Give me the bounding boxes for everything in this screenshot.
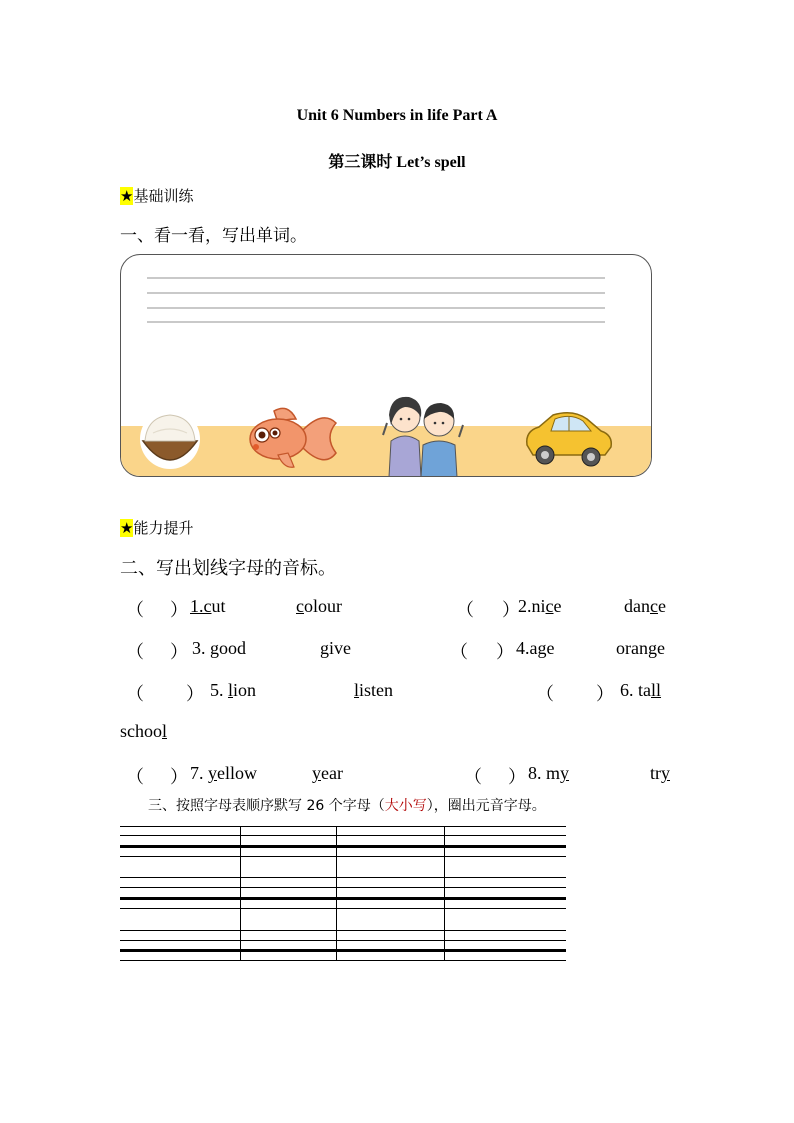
highlight-text: 大小写 [384, 798, 427, 814]
word-item: 1.cut [190, 596, 226, 616]
word-item: try [650, 763, 670, 783]
answer-paren-close: ） [186, 684, 204, 704]
word-item: year [312, 763, 343, 783]
writing-line [147, 307, 605, 309]
exercise-1-title: 一、看一看，写出单词。 [120, 226, 307, 246]
writing-line [120, 887, 566, 888]
column-divider [444, 826, 445, 961]
answer-paren-close: ） [170, 642, 188, 662]
two-children-icon [379, 385, 469, 477]
word-item: colour [296, 596, 342, 616]
item-number: 5. [210, 680, 228, 700]
word-item: school [120, 721, 168, 741]
writing-line [120, 908, 566, 909]
exercise-row [120, 763, 674, 787]
answer-paren-open[interactable]: （ [126, 684, 144, 704]
rice-bowl-icon [139, 407, 201, 471]
item-number: 3. [192, 638, 210, 658]
column-divider [240, 826, 241, 961]
item-number: 7. [190, 763, 208, 783]
writing-line [120, 960, 566, 961]
answer-paren-close: ） [508, 767, 526, 787]
section-label: 能力提升 [133, 519, 194, 537]
item-number: 1. [190, 596, 204, 616]
item-number: 6. [620, 680, 638, 700]
word-item: 8. my [528, 763, 570, 783]
page-title: Unit 6 Numbers in life Part A [296, 107, 498, 124]
exercise-row [120, 638, 674, 662]
word-item: dance [624, 596, 666, 616]
writing-line-baseline [120, 949, 566, 952]
exercise-row [120, 596, 674, 620]
answer-paren-open[interactable]: （ [450, 642, 468, 662]
star-icon: ★ [120, 187, 134, 205]
toy-car-icon [521, 405, 617, 469]
word-item: 2.nice [518, 596, 562, 616]
writing-line [120, 940, 566, 941]
goldfish-icon [244, 403, 340, 473]
answer-paren-close: ） [596, 684, 614, 704]
answer-paren-close: ） [496, 642, 514, 662]
answer-paren-open[interactable]: （ [126, 767, 144, 787]
picture-box [120, 254, 652, 477]
writing-line-baseline [120, 897, 566, 900]
word-item: 5. lion [210, 680, 257, 700]
writing-line [120, 826, 566, 827]
column-divider [336, 826, 337, 961]
lesson-subtitle: 第三课时 Let’s spell [328, 154, 466, 171]
item-number: 4. [516, 638, 530, 658]
answer-paren-open[interactable]: （ [456, 600, 474, 620]
answer-paren-open[interactable]: （ [536, 684, 554, 704]
writing-line [147, 277, 605, 279]
section-label: 基础训练 [133, 187, 194, 205]
answer-paren-close: ） [170, 600, 188, 620]
word-item: give [320, 638, 351, 658]
answer-paren-open[interactable]: （ [464, 767, 482, 787]
exercise-row-wrap [120, 721, 674, 745]
word-item: listen [354, 680, 394, 700]
item-number: 2. [518, 596, 532, 616]
item-number: 8. [528, 763, 546, 783]
writing-line [147, 292, 605, 294]
answer-paren-close: ） [502, 600, 520, 620]
writing-line [120, 835, 566, 836]
answer-paren-close: ） [170, 767, 188, 787]
word-item: 7. yellow [190, 763, 257, 783]
word-item: 4.age [516, 638, 555, 658]
word-item: 6. tall [620, 680, 662, 700]
word-item: orange [616, 638, 665, 658]
writing-line [120, 856, 566, 857]
exercise-row [120, 680, 674, 704]
section-heading-basic [120, 185, 193, 206]
exercise-2-title: 二、写出划线字母的音标。 [120, 558, 336, 579]
writing-line-baseline [120, 845, 566, 848]
writing-line [147, 321, 605, 323]
section-heading-advanced [120, 517, 193, 538]
exercise-3-title: 三、按照字母表顺序默写 26 个字母（大小写），圈出元音字母。 [148, 798, 546, 814]
answer-paren-open[interactable]: （ [126, 600, 144, 620]
writing-line [120, 877, 566, 878]
answer-paren-open[interactable]: （ [126, 642, 144, 662]
writing-line [120, 930, 566, 931]
star-icon: ★ [120, 519, 134, 537]
word-item: 3. good [192, 638, 246, 658]
